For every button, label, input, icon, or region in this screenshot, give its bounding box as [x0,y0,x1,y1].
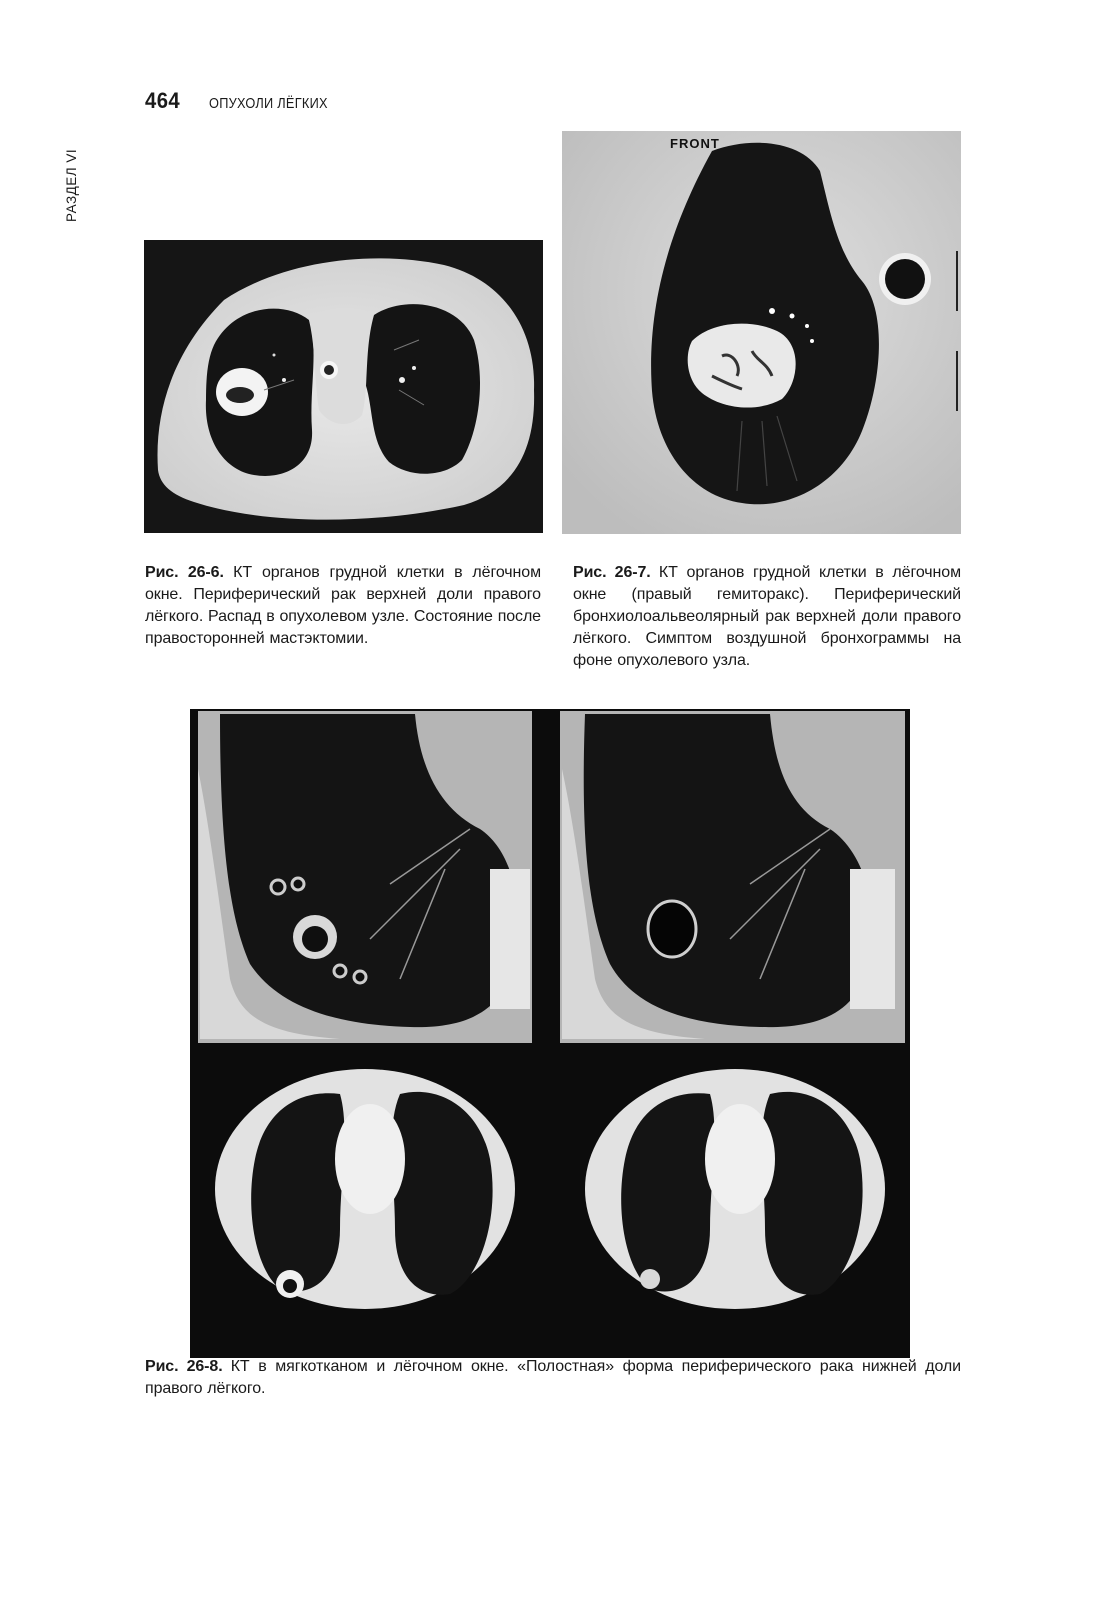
section-label: РАЗДЕЛ VI [64,148,79,222]
panel-top-left [198,711,532,1043]
figure-26-6-caption [145,562,541,650]
figure-26-8-caption [145,1356,961,1400]
figure-26-8-ct-image [190,709,910,1358]
figure-26-7-caption [573,562,961,672]
panel-top-right [560,711,905,1043]
running-title: ОПУХОЛИ ЛЁГКИХ [209,96,329,112]
panel-bottom-right [585,1069,885,1309]
figure-label: Рис. 26-8. [145,1358,223,1375]
figure-overlay-label: FRONT [670,136,720,151]
figure-label: Рис. 26-7. [573,564,651,581]
caption-text: КТ органов грудной клетки в лёгочном окне. Периферический рак верхней доли правого лёгкого. Распад в опухолевом узле. Состояние после правосторонней мастэктомии. [145,564,541,647]
page-number: 464 [145,88,181,113]
figure-26-7-ct-image [562,131,961,534]
caption-text: КТ в мягкотканом и лёгочном окне. «Полостная» форма периферического рака нижней доли правого лёгкого. [145,1358,961,1397]
panel-bottom-left [215,1069,515,1309]
figure-label: Рис. 26-6. [145,564,224,581]
caption-text: КТ органов грудной клетки в лёгочном окне (правый гемиторакс). Периферический бронхиолоальвеолярный рак верхней доли правого лёгкого. Симптом воздушной бронхограммы на фоне опухолевого узла. [573,564,961,669]
figure-26-6-ct-image [144,240,543,533]
page-header [145,88,344,118]
